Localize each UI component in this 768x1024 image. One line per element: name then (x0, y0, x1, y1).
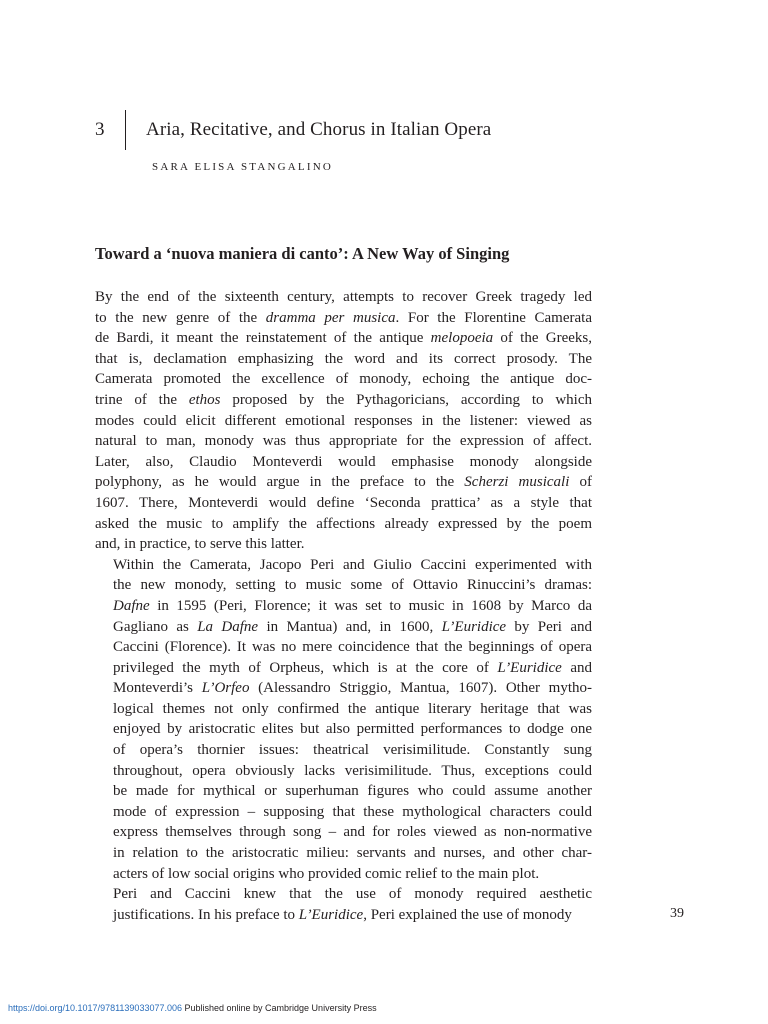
text-line: privileged the myth of Orpheus, which is at the core of L’Euridice and (113, 659, 592, 676)
text-line: in relation to the aristocratic milieu: servants and nurses, and other char- (113, 845, 592, 862)
text-line: Caccini (Florence). It was no mere coincidence that the beginnings of opera (113, 639, 592, 656)
text-line: modes could elicit different emotional responses in the listener: viewed as (95, 412, 592, 429)
page-number: 39 (670, 906, 684, 921)
text-line: logical themes not only confirmed the antique literary heritage that was (113, 700, 592, 717)
text-line: that is, declamation emphasizing the word and its correct prosody. The (95, 350, 592, 367)
paragraph (95, 555, 592, 885)
text-line: polyphony, as he would argue in the preface to the Scherzi musicali of (95, 474, 592, 491)
text-line: Gagliano as La Dafne in Mantua) and, in 1600, L’Euridice by Peri and (113, 618, 592, 635)
text-line: justifications. In his preface to L’Euridice, Peri explained the use of monody (113, 906, 572, 923)
paragraph (95, 287, 592, 555)
text-line: Monteverdi’s L’Orfeo (Alessandro Striggio, Mantua, 1607). Other mytho- (113, 680, 592, 697)
text-line: asked the music to amplify the affections already expressed by the poem (95, 515, 592, 532)
chapter-title: Aria, Recitative, and Chorus in Italian Opera (146, 119, 492, 140)
text-line: acters of low social origins who provided comic relief to the main plot. (113, 865, 540, 882)
text-line: Camerata promoted the excellence of monody, echoing the antique doc- (95, 371, 592, 388)
text-line: trine of the ethos proposed by the Pythagoricians, according to which (95, 391, 592, 408)
text-line: the new monody, setting to music some of Ottavio Rinuccini’s dramas: (113, 577, 592, 594)
chapter-divider (125, 110, 126, 150)
text-line: Within the Camerata, Jacopo Peri and Giulio Caccini experimented with (113, 556, 592, 573)
text-line: Later, also, Claudio Monteverdi would emphasise monody alongside (95, 453, 592, 470)
body-text (95, 287, 592, 925)
text-line: By the end of the sixteenth century, attempts to recover Greek tragedy led (95, 289, 592, 305)
text-line: be made for mythical or superhuman figures who could assume another (113, 783, 592, 800)
chapter-author: SARA ELISA STANGALINO (152, 161, 333, 173)
text-line: de Bardi, it meant the reinstatement of the antique melopoeia of the Greeks, (95, 330, 592, 347)
chapter-number: 3 (95, 119, 105, 140)
text-line: mode of expression – supposing that these mythological characters could (113, 803, 592, 820)
text-line: and, in practice, to serve this latter. (95, 536, 305, 553)
footer (8, 1003, 377, 1013)
text-line: throughout, opera obviously lacks verisimilitude. Thus, exceptions could (113, 762, 592, 779)
text-line: Peri and Caccini knew that the use of monody required aesthetic (113, 886, 592, 903)
chapter-heading (95, 110, 491, 150)
text-line: 1607. There, Monteverdi would define ‘Seconda prattica’ as a style that (95, 494, 592, 511)
text-line: Dafne in 1595 (Peri, Florence; it was set to music in 1608 by Marco da (113, 597, 592, 614)
text-line: to the new genre of the dramma per musica. For the Florentine Camerata (95, 309, 592, 326)
publisher-note: Published online by Cambridge University Press (181, 1003, 377, 1013)
doi-link[interactable]: https://doi.org/10.1017/9781139033077.006 (8, 1003, 182, 1013)
text-line: natural to man, monody was thus appropriate for the expression of affect. (95, 433, 592, 450)
paragraph (95, 884, 592, 925)
text-line: express themselves through song – and for roles viewed as non-normative (113, 824, 592, 841)
text-line: of opera’s thornier issues: theatrical verisimilitude. Constantly sung (113, 742, 592, 759)
text-line: enjoyed by aristocratic elites but also permitted performances to dodge one (113, 721, 592, 738)
section-title: Toward a ‘nuova maniera di canto’: A New Way of Singing (95, 244, 510, 263)
